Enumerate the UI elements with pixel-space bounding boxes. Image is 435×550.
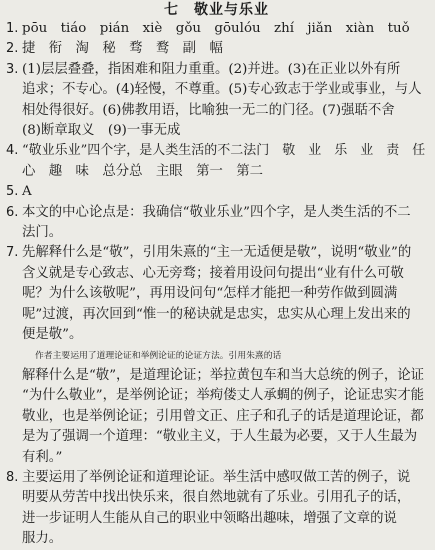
answer-item bbox=[6, 39, 427, 59]
answer-number: 5. bbox=[6, 184, 19, 200]
answer-text bbox=[22, 203, 427, 244]
answer-list bbox=[6, 19, 427, 550]
answer-line: 进一步证明人生能从自己的职业中领略出趣味，增强了文章的说 bbox=[22, 510, 397, 526]
answer-item bbox=[6, 141, 427, 182]
answer-line: 作者主要运用了道理论证和举例论证的论证方法。引用朱熹的话 bbox=[35, 350, 282, 361]
answer-line: 明要从劳苦中找出快乐来，很自然地就有了乐业。引用孔子的话， bbox=[22, 490, 411, 506]
answer-line: 法门。 bbox=[22, 225, 63, 241]
answer-line: 主要运用了举例论证和道理论证。举生活中感叹做工苦的例子，说 bbox=[22, 469, 411, 485]
answer-item bbox=[6, 203, 427, 244]
answer-line: “敬业乐业”四个字，是人类生活的不二法门 敬 业 乐 业 责 任 bbox=[22, 143, 426, 159]
answer-text bbox=[22, 39, 427, 59]
answer-text bbox=[22, 141, 427, 182]
answer-line: 呢”过渡，再次回到“惟一的秘诀就是忠实，忠实从心理上发出来的 bbox=[22, 306, 411, 322]
answer-item bbox=[6, 19, 427, 39]
answer-number: 1. bbox=[6, 21, 19, 36]
answer-line: 是为了强调一个道理：“敬业主义，于人生最为必要，又于人生最为 bbox=[22, 429, 418, 445]
answer-line: A bbox=[22, 184, 32, 200]
answer-line: 相处得很好。(6)佛教用语，比喻独一无二的门径。(7)强聒不舍 bbox=[22, 102, 395, 118]
answer-item bbox=[6, 468, 427, 550]
answer-number: 7. bbox=[6, 245, 19, 261]
answer-number bbox=[6, 346, 22, 468]
answer-text bbox=[22, 468, 427, 550]
answer-line: 本文的中心论点是：我确信“敬业乐业”四个字，是人类生活的不二 bbox=[22, 204, 411, 220]
answer-line: pōu tiáo pián xiè gǒu gōulóu zhí jiǎn xiàn tuǒ bbox=[22, 21, 410, 36]
answer-line: 便是敬”。 bbox=[22, 327, 83, 343]
answer-line: 心 趣 味 总分总 主眼 第一 第二 bbox=[22, 163, 264, 179]
answer-line: 敬业，也是举例论证；引用曾文正、庄子和孔子的话是道理论证，都 bbox=[22, 408, 424, 424]
answer-line: 服力。 bbox=[22, 531, 63, 547]
section-title: 七 敬业与乐业 bbox=[164, 2, 269, 18]
answer-text bbox=[22, 60, 427, 142]
answer-line: 含义就是专心致志、心无旁骛；接着用设问句提出“业有什么可敬 bbox=[22, 265, 404, 281]
answer-line: “为什么敬业”，是举例论证；举痀偻丈人承蜩的例子，论证忠实才能 bbox=[22, 388, 425, 404]
answer-text bbox=[22, 346, 427, 468]
answer-line: 解释什么是“敬”，是道理论证；举拉黄包车和当大总统的例子，论证 bbox=[22, 367, 425, 383]
answer-text bbox=[22, 19, 427, 39]
answer-number: 3. bbox=[6, 61, 19, 77]
answer-number: 6. bbox=[6, 204, 19, 220]
answer-item bbox=[6, 60, 427, 142]
answer-line: 呢？为什么该敬呢”，再用设问句“怎样才能把一种劳作做到圆满 bbox=[22, 286, 398, 302]
answer-line: 有利。” bbox=[22, 449, 63, 465]
answer-item bbox=[6, 346, 427, 468]
answer-line: 先解释什么是“敬”，引用朱熹的“主一无适便是敬”，说明“敬业”的 bbox=[22, 245, 412, 261]
answer-line: 追求；不专心。(4)轻慢，不尊重。(5)专心致志于学业或事业，与人 bbox=[22, 82, 422, 98]
answer-text bbox=[22, 243, 427, 345]
answer-number: 2. bbox=[6, 41, 19, 57]
answer-number: 4. bbox=[6, 143, 19, 159]
answer-line: 捷 衔 淘 秘 骛 鹜 副 幅 bbox=[22, 41, 223, 57]
answer-number: 8. bbox=[6, 469, 19, 485]
answer-item bbox=[6, 182, 427, 202]
answer-item bbox=[6, 243, 427, 345]
answer-line: (1)层层叠叠，指困难和阻力重重。(2)并进。(3)在正业以外有所 bbox=[22, 61, 401, 77]
answer-line: (8)断章取义 (9)一事无成 bbox=[22, 123, 181, 139]
answer-text bbox=[22, 182, 427, 202]
